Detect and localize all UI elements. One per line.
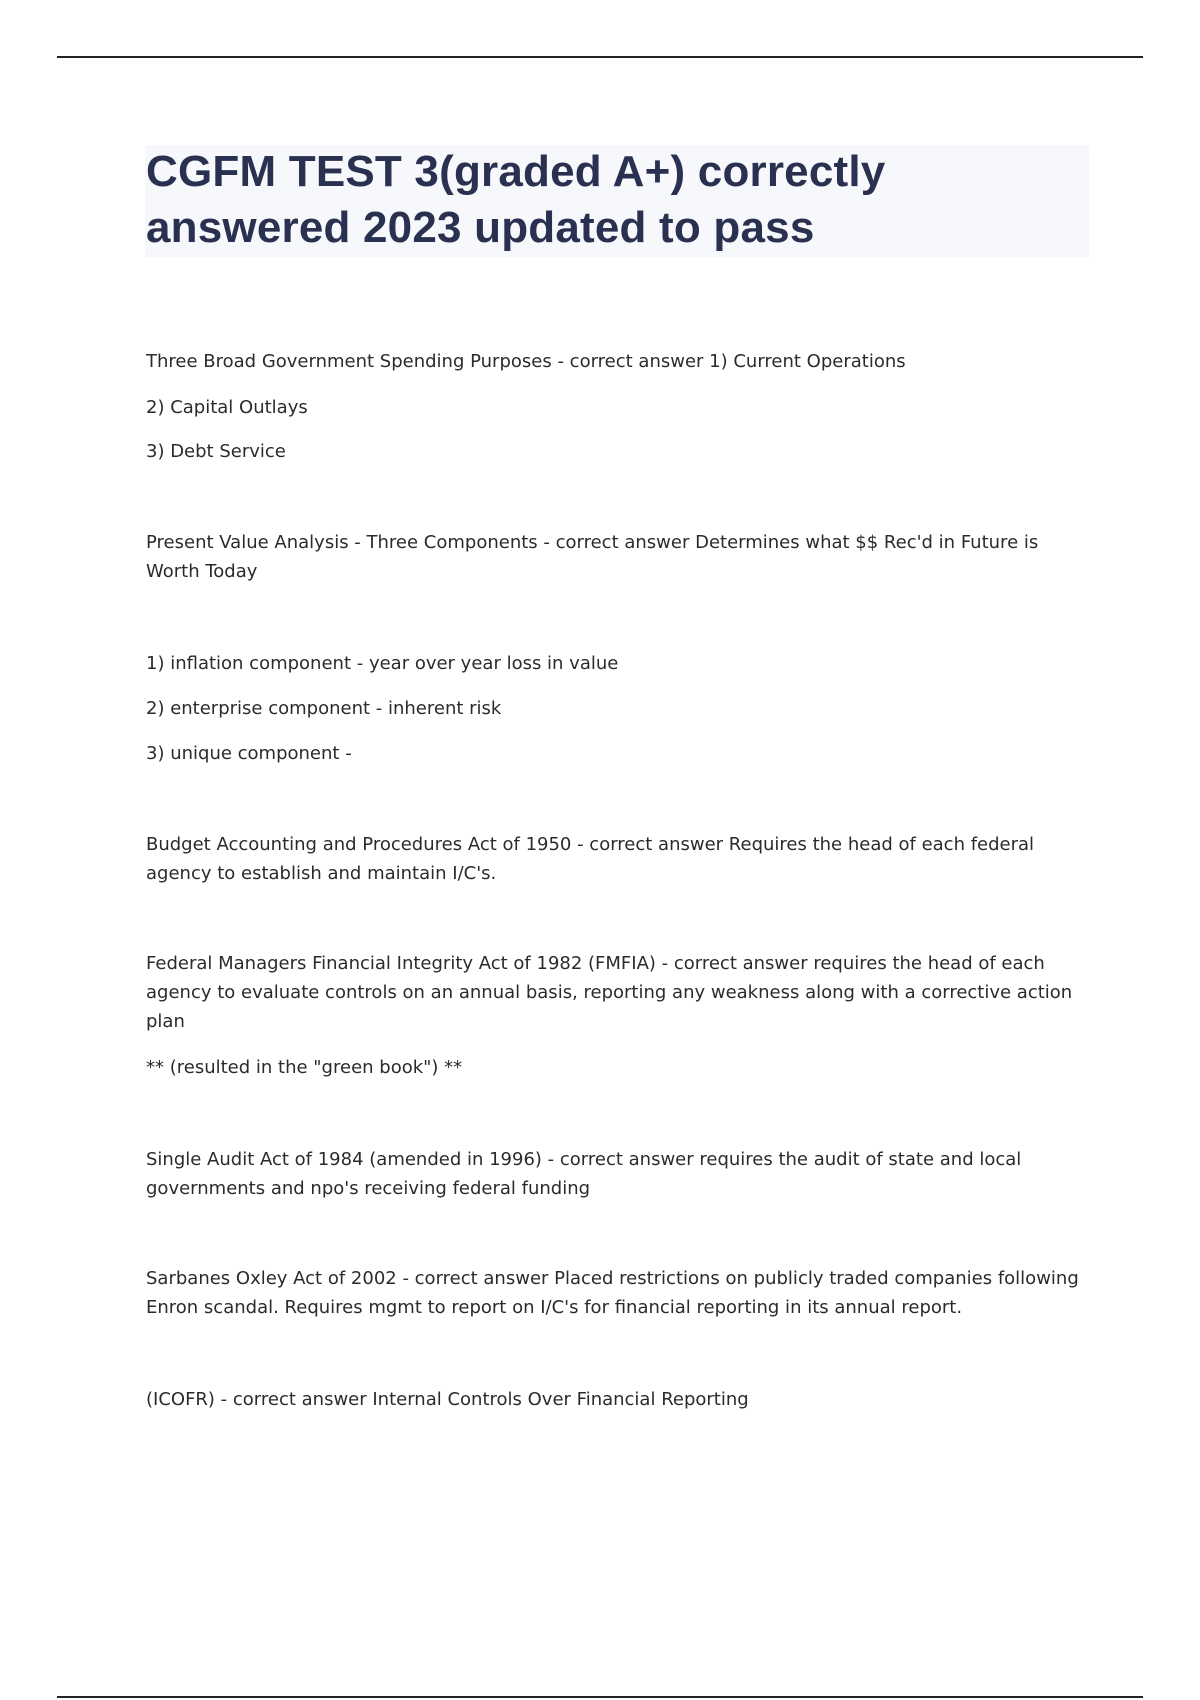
paragraph-single-audit-act: Single Audit Act of 1984 (amended in 1996) - correct answer requires the audit of state and local governments and npo's receiving federal funding [146,1149,1022,1199]
paragraph-capital-outlays: 2) Capital Outlays [146,397,308,418]
paragraph-inflation-component: 1) inflation component - year over year loss in value [146,653,619,674]
paragraph-sarbanes-oxley: Sarbanes Oxley Act of 2002 - correct answer Placed restrictions on publicly traded companies following Enron scandal. Requires mgmt to report on I/C's for financial reporting in its annual report. [146,1268,1079,1318]
paragraph-present-value: Present Value Analysis - Three Components - correct answer Determines what $$ Rec'd in Future is Worth Today [146,532,1039,582]
paragraph-enterprise-component: 2) enterprise component - inherent risk [146,698,502,719]
paragraph-icofr: (ICOFR) - correct answer Internal Controls Over Financial Reporting [146,1389,749,1410]
paragraph-unique-component: 3) unique component - [146,743,352,764]
paragraph-fmfia: Federal Managers Financial Integrity Act of 1982 (FMFIA) - correct answer requires the head of each agency to evaluate controls on an annual basis, reporting any weakness along with a corrective action plan [146,953,1073,1032]
document-title: CGFM TEST 3(graded A+) correctly answered 2023 updated to pass [146,147,886,252]
paragraph-green-book: ** (resulted in the "green book") ** [146,1057,463,1078]
top-rule [57,56,1143,58]
bottom-rule [57,1696,1143,1698]
paragraph-budget-accounting-act: Budget Accounting and Procedures Act of 1950 - correct answer Requires the head of each federal agency to establish and maintain I/C's. [146,834,1035,884]
paragraph-debt-service: 3) Debt Service [146,441,286,462]
paragraph-spending-purposes: Three Broad Government Spending Purposes - correct answer 1) Current Operations [146,351,906,372]
